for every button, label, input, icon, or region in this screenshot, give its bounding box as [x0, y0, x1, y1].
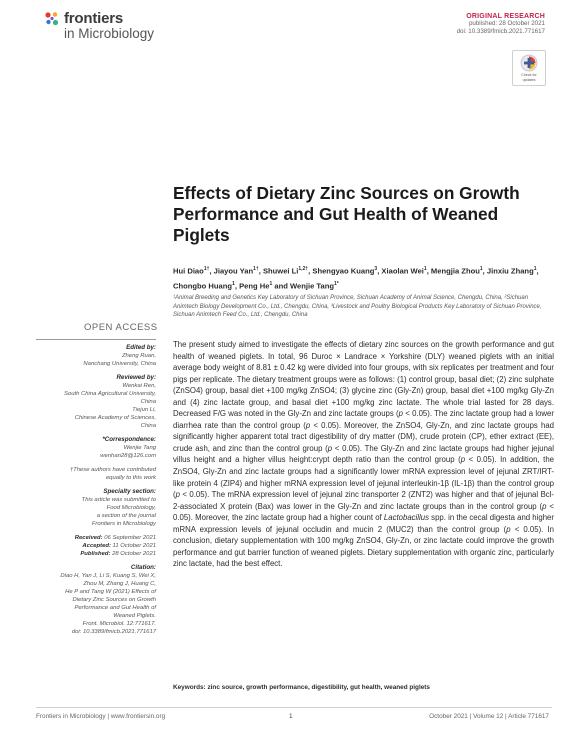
edited-by-section	[36, 344, 156, 368]
abstract-segment: spp. in the cecal digesta and higher mRNA expression levels of jejunal occludin and mucin 2 (MUC2) than the control group (	[173, 513, 554, 534]
citation-line: Weaned Piglets.	[113, 613, 156, 619]
abstract-segment: < 0.05). The zinc lactate group had a lower diarrhea rate than the control group (	[173, 409, 554, 430]
reviewer-line: Tiejun Li,	[132, 407, 156, 413]
footer-volume-info: October 2021 | Volume 12 | Article 771617	[429, 713, 549, 720]
author-name[interactable]: Shengyao Kuang	[312, 266, 375, 276]
specialty-line: Food Microbiology,	[106, 505, 156, 511]
citation-doi-link[interactable]: doi: 10.3389/fmicb.2021.771617	[71, 629, 156, 635]
author-name[interactable]: Shuwei Li	[262, 266, 299, 276]
author-separator: and	[272, 281, 290, 291]
specialty-line: Frontiers in Microbiology	[91, 521, 156, 527]
editor-line: Zheng Ruan,	[121, 353, 156, 359]
accepted-row	[36, 542, 156, 550]
article-type: ORIGINAL RESEARCH	[466, 13, 545, 20]
reviewer-line: South China Agricultural University,	[64, 391, 156, 397]
reviewer-line: Chinese Academy of Sciences,	[74, 415, 156, 421]
received-row	[36, 534, 156, 542]
author-affiliation-marker: 1†	[203, 266, 210, 272]
reviewer-line: Wenkai Ren,	[122, 383, 156, 389]
author-name[interactable]: Chongbo Huang	[173, 281, 233, 291]
footer-divider	[36, 707, 552, 708]
p-value-symbol: p	[327, 443, 333, 453]
citation-line: Zhou M, Zhang J, Huang C,	[83, 581, 156, 587]
received-date: 06 September 2021	[104, 535, 156, 541]
author-affiliation-marker: 1	[479, 266, 483, 272]
reviewed-by-label: Reviewed by:	[116, 374, 156, 381]
author-affiliation-marker: 3	[374, 266, 378, 272]
author-separator: ,	[234, 281, 240, 291]
editor-line: Nanchang University, China	[83, 361, 156, 367]
abstract-segment: The present study aimed to investigate the effects of dietary zinc sources on the growth performance and gut health of weaned piglets. In total, 96 Duroc × Landrace × Yorkshire (DLY) weaned piglets with an initial average body weight of 8.81 ± 0.42 kg were divided into four groups, with six replicates per treatment and four pigs per replicate. The dietary treatment groups were as follows: (1) control group, basal diet; (2) zinc sulphate (ZnSO4) group, basal diet +100 mg/kg ZnSO4; (3) glycine zinc (Gly-Zn) group, basal diet +100 mg/kg Gly-Zn and (4) zinc lactate group, and basal diet +100 mg/kg zinc lactate. The whole trial lasted for 28 days. Decreased F/G was noted in the Gly-Zn and zinc lactate groups (	[173, 340, 554, 419]
frontiers-logo-icon	[44, 11, 60, 27]
published-date: published: 28 October 2021	[468, 20, 545, 27]
author-affiliation-marker: 1	[232, 281, 235, 288]
citation-line: Performance and Gut Health of	[74, 605, 156, 611]
author-list	[173, 263, 553, 293]
p-value-symbol: p	[398, 409, 403, 419]
reviewer-line: China	[140, 423, 156, 429]
logo-brand: frontiers	[64, 10, 124, 27]
equal-note-line: equally to this work	[105, 475, 156, 481]
p-value-symbol: p	[175, 490, 180, 500]
accepted-label: Accepted:	[82, 543, 111, 549]
citation-line: Dietary Zinc Sources on Growth	[72, 597, 156, 603]
article-meta	[457, 13, 545, 36]
author-affiliation-marker: 1,2†	[298, 266, 309, 272]
footer-journal-link[interactable]: Frontiers in Microbiology | www.frontiersin.org	[36, 713, 166, 720]
logo-journal-name: in Microbiology	[64, 26, 155, 41]
author-affiliation-marker: 1	[533, 266, 537, 272]
author-affiliation-marker: 1	[423, 266, 427, 272]
author-affiliation-marker: 1	[269, 281, 273, 288]
sidebar-divider	[36, 339, 156, 340]
author-separator: ,	[426, 266, 431, 276]
author-separator: ,	[209, 266, 214, 276]
journal-logo[interactable]	[44, 11, 154, 41]
p-value-symbol: p	[542, 501, 547, 511]
reviewer-line: China	[140, 399, 156, 405]
keywords-list: zinc source, growth performance, digestibility, gut health, weaned piglets	[207, 684, 430, 691]
article-info-sidebar	[36, 339, 156, 642]
check-updates-label-1: Check for	[521, 73, 537, 77]
author-affiliation-marker: 1*	[334, 281, 339, 288]
check-updates-label-2: updates	[522, 78, 536, 82]
dates-section	[36, 534, 156, 558]
published-date-sidebar: 28 October 2021	[112, 551, 156, 557]
crossmark-icon	[520, 54, 538, 72]
correspondence-email-link[interactable]: wenhan28@126.com	[100, 453, 156, 459]
accepted-date: 11 October 2021	[112, 543, 156, 549]
author-name[interactable]: Peng He	[239, 281, 270, 291]
equal-contribution-note	[36, 466, 156, 482]
page-number: 1	[289, 713, 293, 720]
author-name[interactable]: Xiaolan Wei	[381, 266, 424, 276]
author-separator: ,	[482, 266, 487, 276]
author-name[interactable]: Wenjie Tang	[289, 281, 335, 291]
author-separator: ,	[377, 266, 382, 276]
citation-label: Citation:	[130, 564, 156, 571]
abstract-segment: < 0.05). Moreover, the ZnSO4, Gly-Zn, and zinc lactate groups had significantly higher apparent total tract digestibility of dry matter (DM), crude protein (CP), ether extract (EE), crude ash, and zinc than the control group (	[173, 420, 554, 453]
check-for-updates-button[interactable]	[512, 50, 546, 86]
edited-by-label: Edited by:	[126, 344, 156, 351]
p-value-symbol: p	[305, 420, 311, 430]
abstract-segment: < 0.05). Moreover, the zinc lactate group had a higher count of	[173, 501, 554, 523]
published-label: Published:	[80, 551, 111, 557]
specialty-section	[36, 488, 156, 528]
affiliations: ¹Animal Breeding and Genetics Key Laboratory of Sichuan Province, Sichuan Academy of Animal Science, Chengdu, China, ²Sichuan Animtech Biology Development Co., Ltd., Chengdu, China, ³Livestock and Poultry Biological Products Key Laboratory of Sichuan Province, Sichuan Animtech Feed Co., Ltd., Chengdu, China	[173, 295, 542, 319]
author-separator: ,	[536, 266, 539, 276]
doi-link[interactable]: doi: 10.3389/fmicb.2021.771617	[456, 28, 545, 35]
published-row	[36, 550, 156, 558]
received-label: Received:	[74, 535, 103, 541]
keywords-label: Keywords:	[173, 684, 206, 691]
citation-section	[36, 564, 156, 636]
citation-line: Diao H, Yan J, Li S, Kuang S, Wei X,	[60, 573, 156, 579]
open-access-label: OPEN ACCESS	[84, 322, 158, 333]
equal-note-line: †These authors have contributed	[69, 467, 156, 473]
correspondence-name: Wenjie Tang	[123, 445, 156, 451]
specialty-line: This article was submitted to	[81, 497, 156, 503]
author-separator: ,	[258, 266, 263, 276]
p-value-symbol: p	[506, 524, 511, 534]
keywords	[173, 684, 554, 691]
citation-line: Front. Microbiol. 12:771617.	[82, 621, 156, 627]
article-title: Effects of Dietary Zinc Sources on Growth Performance and Gut Health of Weaned Piglets	[173, 183, 520, 245]
author-affiliation-marker: 1†	[253, 266, 259, 272]
author-name[interactable]: Mengjia Zhou	[430, 266, 480, 276]
abstract-segment: < 0.05). The Gly-Zn and zinc lactate groups had higher jejunal villus height and a higher villus height:crypt depth ratio than the control group (	[173, 443, 554, 465]
author-name[interactable]: Hui Diao	[173, 266, 204, 276]
correspondence-section	[36, 436, 156, 460]
species-name: Lactobacillus	[383, 513, 429, 523]
author-name[interactable]: Jiayou Yan	[213, 266, 254, 276]
abstract-segment: < 0.05). The mRNA expression level of jejunal zinc transporter 2 (ZNT2) was higher and that of jejunal Bcl-2-associated X protein (Bax) was lower in the Gly-Zn and zinc lactate groups than in the control group (	[173, 490, 554, 511]
specialty-label: Specialty section:	[103, 488, 156, 495]
author-name[interactable]: Jinxiu Zhang	[486, 266, 534, 276]
abstract-segment: < 0.05). In conclusion, dietary supplementation with 100 mg/kg ZnSO4, Gly-Zn, or zinc lactate could improve the growth performance and gut barrier function of weaned piglets. Dietary supplementation with organic zinc, particularly zinc lactate, had the best effect.	[173, 524, 554, 569]
specialty-line: a section of the journal	[96, 513, 156, 519]
correspondence-label: *Correspondence:	[102, 436, 156, 443]
abstract-segment: < 0.05). In addition, the ZnSO4, Gly-Zn and zinc lactate groups had a significantly lower mRNA expression level of jejunal ZRT/IRT-like protein 4 (ZIP4) and higher mRNA expression level of jejunal interleukin-1β (IL-1β) than the control group (	[173, 455, 554, 500]
abstract-text	[173, 339, 554, 570]
reviewed-by-section	[36, 374, 156, 430]
p-value-symbol: p	[460, 455, 466, 465]
citation-line: He P and Tang W (2021) Effects of	[65, 589, 156, 595]
author-separator: ,	[308, 266, 313, 276]
